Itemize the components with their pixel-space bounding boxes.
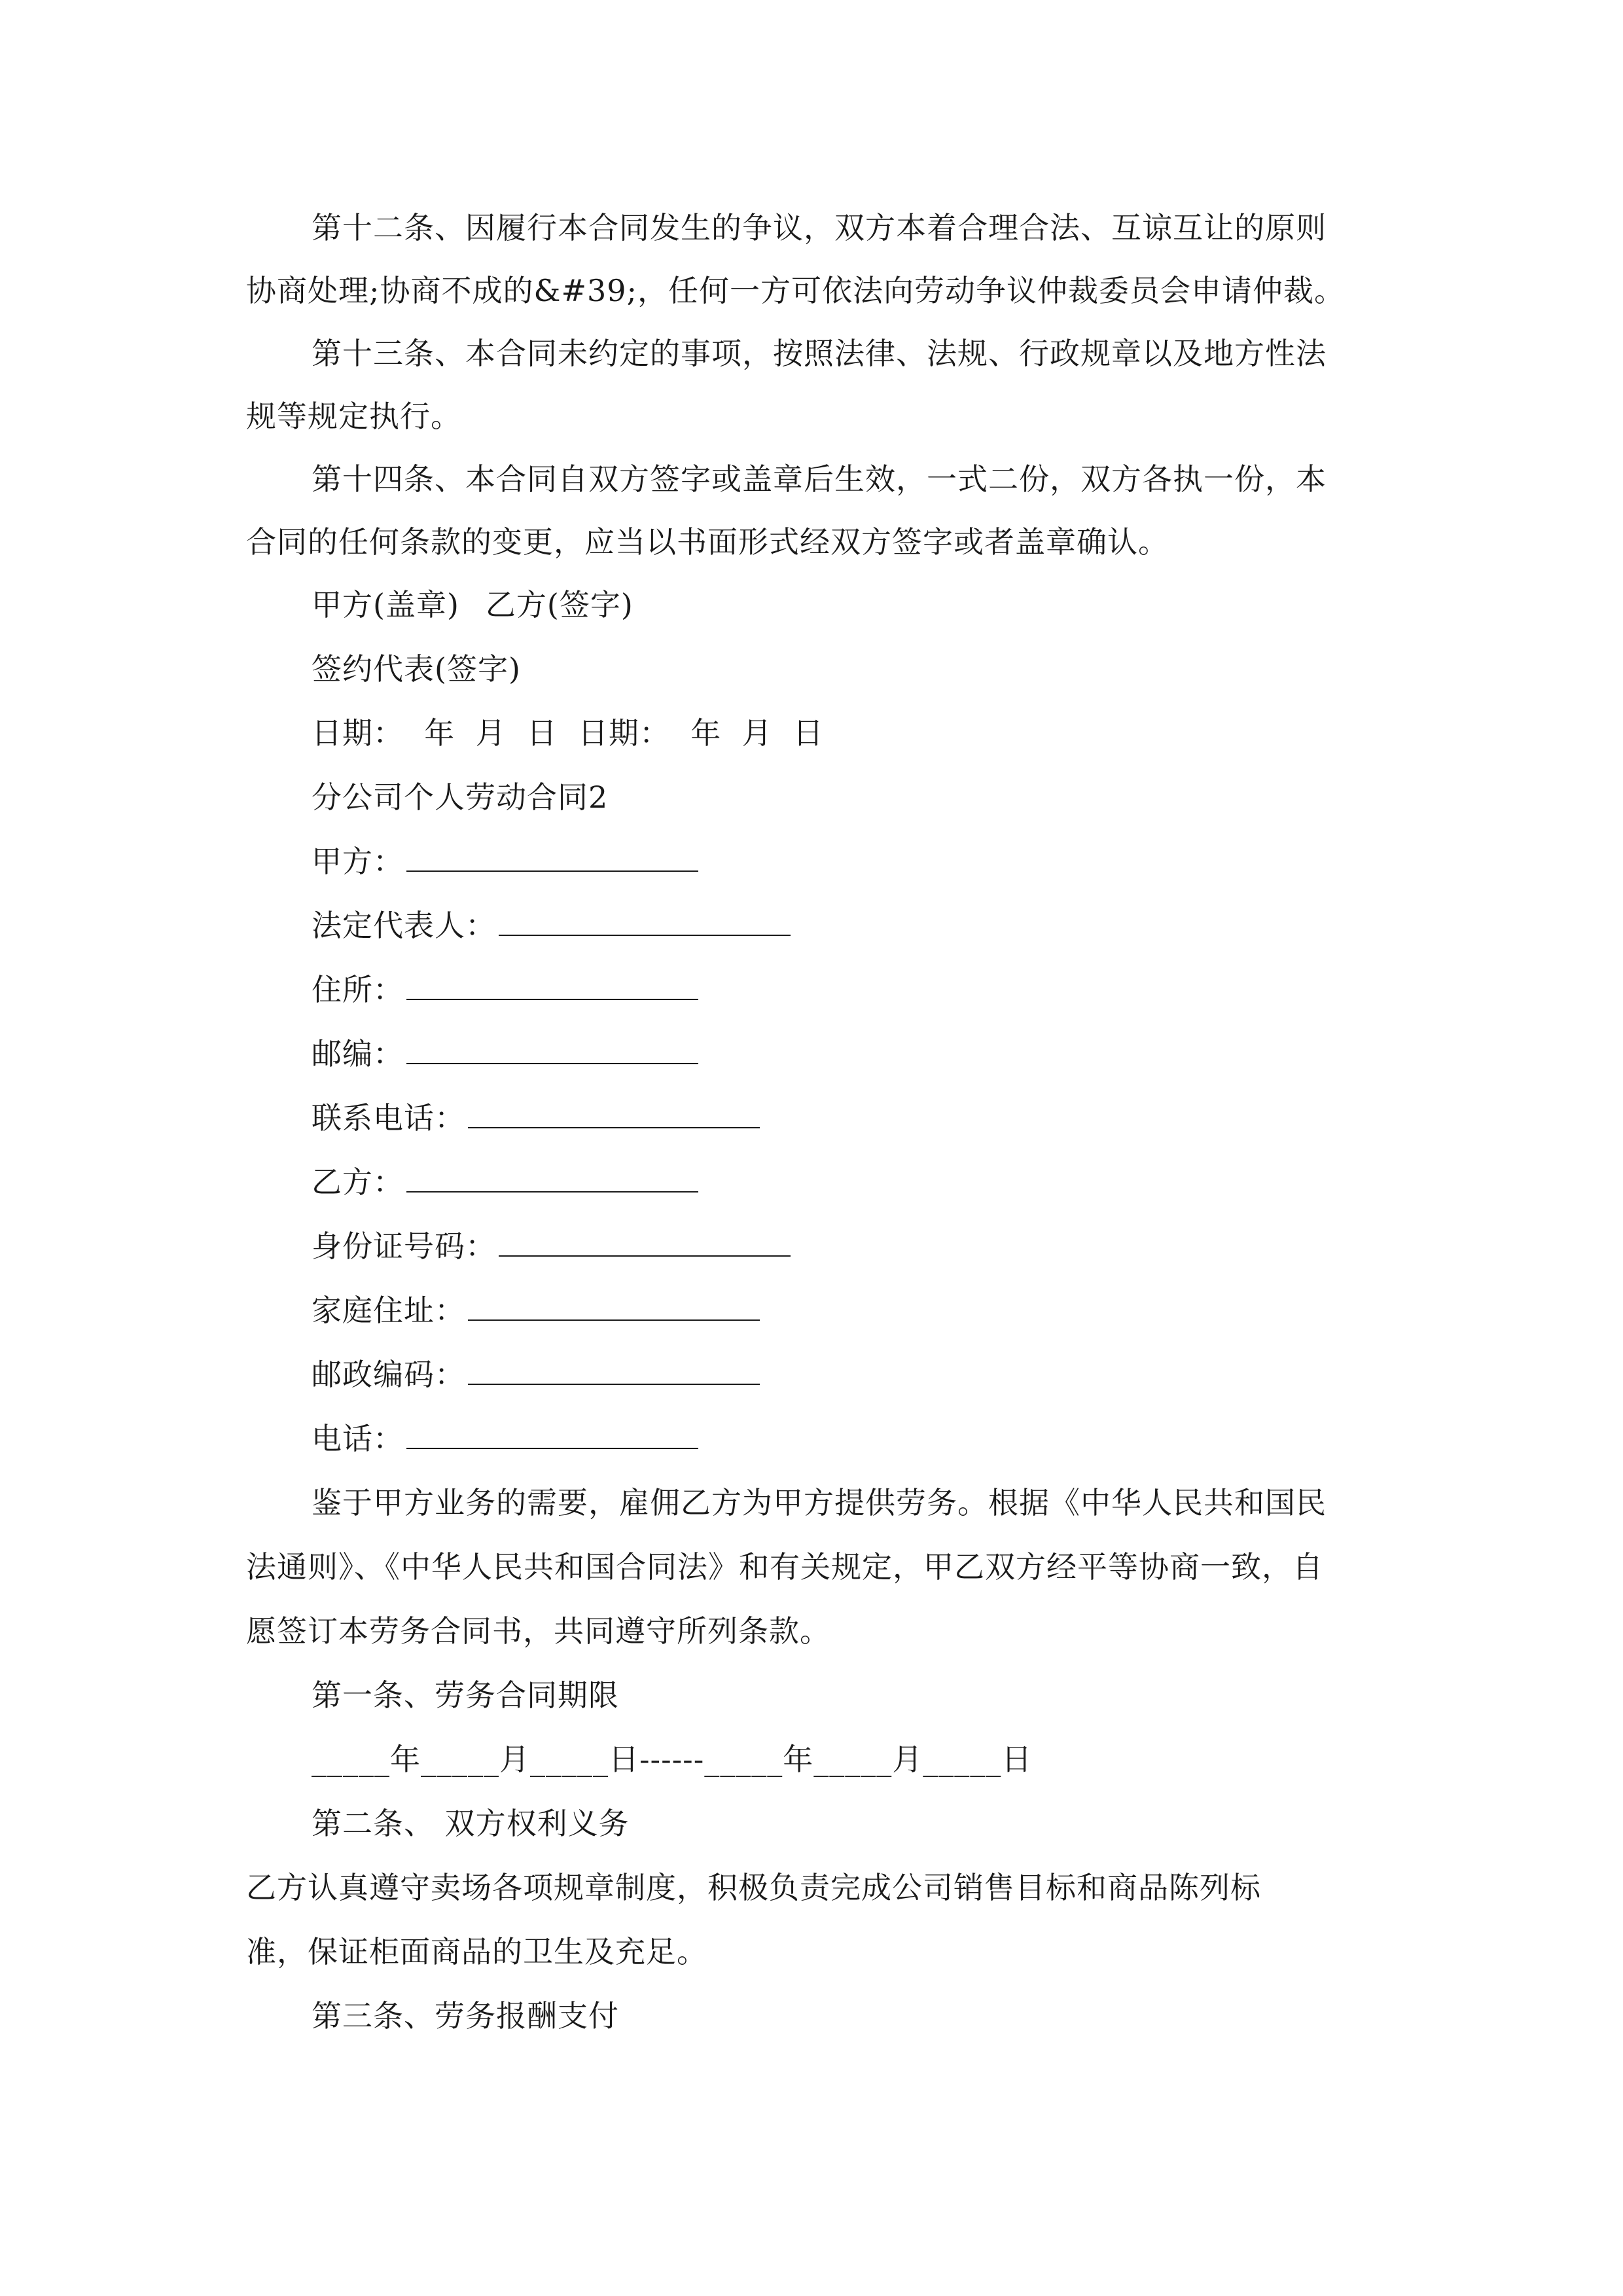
field-tel [312,1419,698,1458]
postal-code-blank [468,1357,760,1385]
article-2-line-2: 准，保证柜面商品的卫生及充足。 [246,1934,707,1969]
postcode-blank [406,1037,698,1064]
clause-12-line-2: 协商处理;协商不成的&#39;，任何一方可依法向劳动争议仲裁委员会申请仲裁。 [246,273,1346,308]
article-3-title: 第三条、劳务报酬支付 [312,1998,619,2034]
preamble-line-2: 法通则》、《中华人民共和国合同法》和有关规定，甲乙双方经平等协商一致，自 [246,1549,1323,1585]
phone-blank [468,1101,760,1128]
article-1-title: 第一条、劳务合同期限 [312,1677,619,1713]
field-phone [312,1098,760,1138]
clause-13-line-2: 规等规定执行。 [246,399,461,434]
field-id-number-label: 身份证号码： [312,1229,496,1264]
field-address [312,970,698,1009]
field-postal-code-label: 邮政编码： [312,1357,465,1392]
field-postal-code [312,1355,760,1394]
tel-blank [406,1422,698,1449]
preamble-line-3: 愿签订本劳务合同书，共同遵守所列条款。 [246,1613,830,1649]
field-postcode-label: 邮编： [312,1036,404,1071]
date-line: 日期： 年 月 日 日期： 年 月 日 [312,715,824,751]
field-home-address-label: 家庭住址： [312,1293,465,1328]
field-home-address [312,1291,760,1330]
address-blank [406,973,698,1000]
contract-2-title: 分公司个人劳动合同2 [312,780,609,815]
party-a-blank [406,844,698,872]
field-id-number [312,1227,791,1266]
clause-14-line-1: 第十四条、本合同自双方签字或盖章后生效，一式二份，双方各执一份，本 [312,461,1327,497]
rep-sign-label: 签约代表(签字) [312,651,521,687]
field-postcode [312,1034,698,1073]
clause-12-line-1: 第十二条、因履行本合同发生的争议，双方本着合理合法、互谅互让的原则 [312,210,1327,245]
field-party-b-label: 乙方： [312,1164,404,1200]
signature-parties-line [312,585,633,624]
field-party-a [312,842,698,881]
article-1-period: _____年_____月_____日------_____年_____月_____日 [312,1742,1033,1777]
home-address-blank [468,1293,760,1321]
field-party-b [312,1162,698,1202]
clause-14-line-2: 合同的任何条款的变更，应当以书面形式经双方签字或者盖章确认。 [246,524,1169,560]
field-tel-label: 电话： [312,1421,404,1456]
article-2-line-1: 乙方认真遵守卖场各项规章制度，积极负责完成公司销售目标和商品陈列标 [246,1870,1261,1905]
party-a-seal-label: 甲方(盖章) [312,587,459,622]
field-address-label: 住所： [312,972,404,1007]
party-b-blank [406,1165,698,1193]
legal-rep-blank [499,908,791,936]
party-b-sign-label: 乙方(签字) [485,587,633,622]
id-number-blank [499,1229,791,1257]
clause-13-line-1: 第十三条、本合同未约定的事项，按照法律、法规、行政规章以及地方性法 [312,336,1327,371]
preamble-line-1: 鉴于甲方业务的需要，雇佣乙方为甲方提供劳务。根据《中华人民共和国民 [312,1485,1327,1520]
field-phone-label: 联系电话： [312,1100,465,1136]
field-party-a-label: 甲方： [312,844,404,879]
article-2-title: 第二条、 双方权利义务 [312,1806,630,1841]
field-legal-rep [312,906,791,945]
field-legal-rep-label: 法定代表人： [312,908,496,943]
